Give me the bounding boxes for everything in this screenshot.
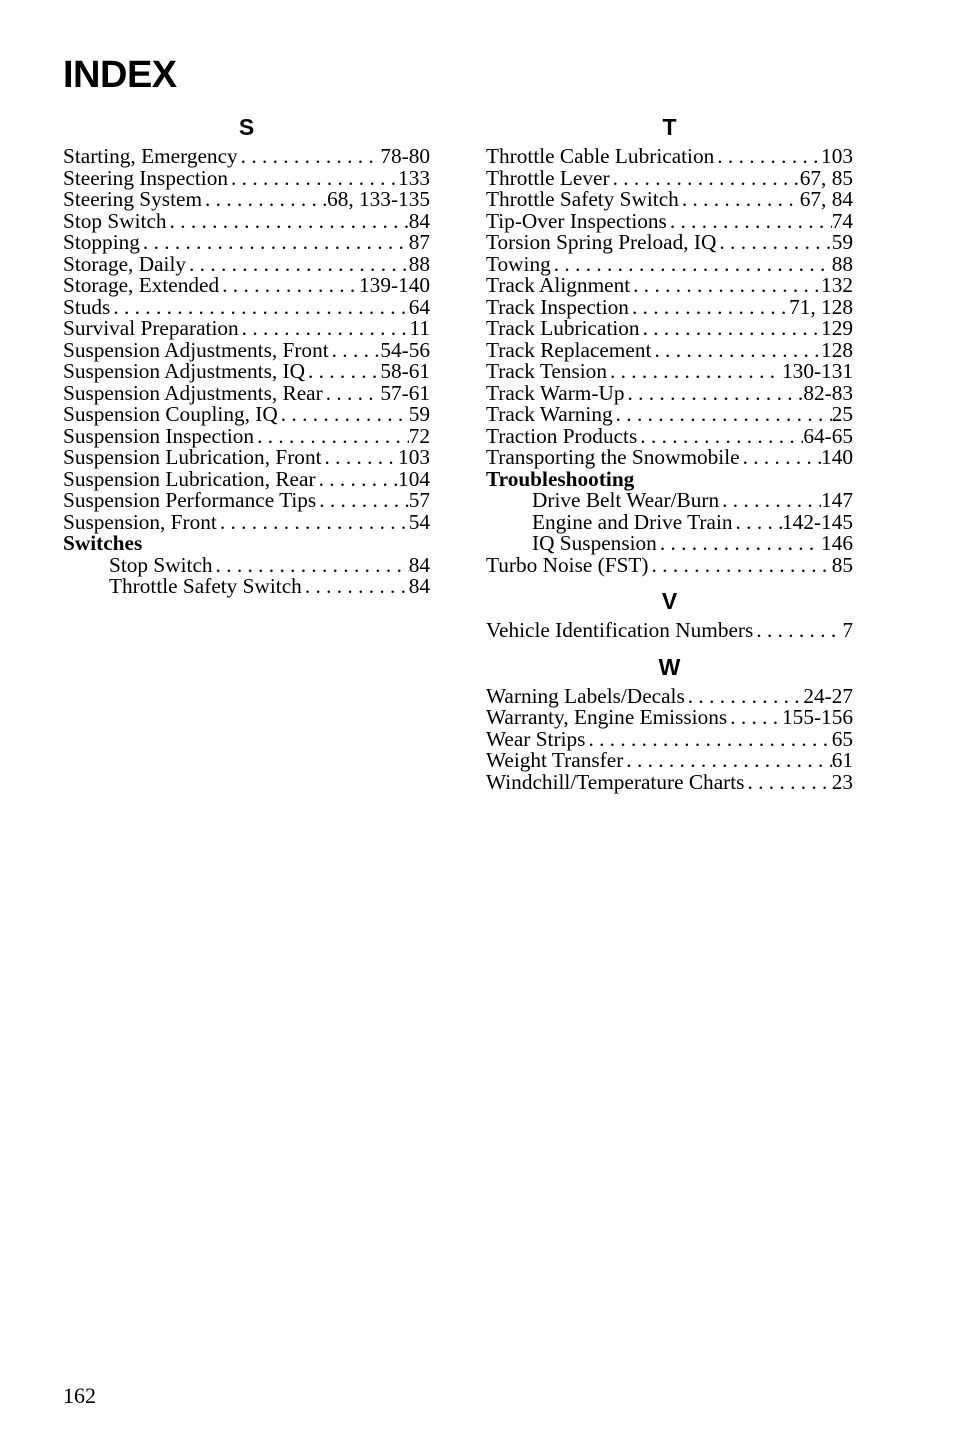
index-column-left bbox=[63, 112, 430, 598]
dot-leader bbox=[613, 404, 832, 426]
entry-pages: 54-56 bbox=[380, 337, 430, 362]
entry-label: Steering Inspection bbox=[63, 165, 229, 190]
entry-label: Throttle Safety Switch bbox=[486, 187, 679, 211]
dot-leader bbox=[585, 729, 831, 751]
entry-pages: 57-61 bbox=[380, 380, 430, 405]
entry-pages: 59 bbox=[831, 230, 853, 254]
dot-leader bbox=[551, 254, 832, 276]
entry-pages: 88 bbox=[831, 251, 853, 276]
index-entry bbox=[486, 750, 853, 772]
entry-pages: 103 bbox=[821, 144, 853, 168]
dot-leader bbox=[649, 555, 832, 577]
index-group-heading: Switches bbox=[63, 531, 143, 555]
dot-leader bbox=[685, 686, 804, 708]
entry-label: Suspension Performance Tips bbox=[63, 488, 317, 512]
entry-label: Throttle Safety Switch bbox=[109, 574, 302, 598]
index-entry bbox=[486, 275, 853, 297]
entry-pages: 78-80 bbox=[380, 144, 430, 168]
section-letter: W bbox=[658, 653, 681, 680]
entry-pages: 130-131 bbox=[782, 359, 853, 383]
entry-label: Throttle Cable Lubrication bbox=[486, 144, 715, 168]
index-entry bbox=[63, 189, 430, 211]
entry-label: Suspension Coupling, IQ bbox=[63, 402, 278, 426]
dot-leader bbox=[740, 447, 821, 469]
section-letter: S bbox=[238, 114, 255, 140]
index-entry bbox=[486, 232, 853, 254]
entry-pages: 139-140 bbox=[359, 273, 430, 297]
index-entry bbox=[63, 337, 430, 362]
index-entry bbox=[63, 361, 430, 383]
index-entry bbox=[63, 146, 430, 168]
entry-pages: 87 bbox=[408, 230, 430, 254]
index-entry bbox=[63, 509, 430, 534]
dot-leader bbox=[640, 318, 821, 340]
dot-leader bbox=[239, 318, 410, 340]
index-entry bbox=[486, 769, 853, 794]
index-entry bbox=[486, 380, 853, 405]
entry-label: IQ Suspension bbox=[532, 531, 657, 555]
entry-pages: 146 bbox=[821, 531, 853, 555]
page-number: 162 bbox=[63, 1383, 96, 1408]
dot-leader bbox=[753, 620, 842, 642]
index-entry bbox=[486, 189, 853, 211]
dot-leader bbox=[238, 146, 381, 168]
index-entry bbox=[63, 466, 430, 491]
index-entry bbox=[63, 251, 430, 276]
section-letter: T bbox=[662, 114, 677, 140]
index-subentry bbox=[486, 509, 853, 534]
entry-pages: 61 bbox=[831, 748, 853, 772]
dot-leader bbox=[651, 340, 821, 362]
index-section-w bbox=[486, 652, 853, 794]
dot-leader bbox=[630, 275, 821, 297]
entry-label: Turbo Noise (FST) bbox=[486, 552, 649, 577]
entry-pages: 155-156 bbox=[782, 705, 853, 729]
dot-leader bbox=[213, 555, 409, 577]
dot-leader bbox=[727, 707, 782, 729]
entry-label: Drive Belt Wear/Burn bbox=[532, 488, 720, 512]
dot-leader bbox=[322, 447, 399, 469]
index-entry bbox=[486, 361, 853, 383]
index-section-t bbox=[486, 112, 853, 576]
entry-label: Stop Switch bbox=[63, 208, 167, 233]
entry-label: Stop Switch bbox=[109, 552, 213, 577]
entry-pages: 54 bbox=[408, 509, 430, 534]
entry-label: Throttle Lever bbox=[486, 165, 610, 190]
entry-pages: 85 bbox=[831, 552, 853, 577]
dot-leader bbox=[679, 189, 800, 211]
entry-pages: 11 bbox=[409, 316, 430, 340]
index-entry bbox=[63, 404, 430, 426]
dot-leader bbox=[637, 426, 803, 448]
dot-leader bbox=[316, 469, 398, 491]
dot-leader bbox=[186, 254, 409, 276]
dot-leader bbox=[305, 361, 380, 383]
index-entry bbox=[63, 275, 430, 297]
dot-leader bbox=[744, 772, 831, 794]
entry-pages: 64-65 bbox=[803, 423, 853, 448]
dot-leader bbox=[228, 168, 398, 190]
entry-label: Warranty, Engine Emissions bbox=[486, 705, 728, 729]
index-entry bbox=[63, 318, 430, 340]
dot-leader bbox=[623, 750, 831, 772]
index-entry bbox=[486, 726, 853, 751]
entry-label: Transporting the Snowmobile bbox=[486, 445, 740, 469]
entry-label: Suspension Lubrication, Front bbox=[63, 445, 322, 469]
dot-leader bbox=[140, 232, 409, 254]
dot-leader bbox=[716, 232, 831, 254]
entry-pages: 147 bbox=[821, 488, 853, 512]
index-entry bbox=[486, 707, 853, 729]
entry-pages: 140 bbox=[821, 445, 853, 469]
dot-leader bbox=[167, 211, 409, 233]
entry-label: Storage, Daily bbox=[63, 251, 187, 276]
entry-label: Track Tension bbox=[486, 359, 607, 383]
entry-label: Track Lubrication bbox=[486, 316, 640, 340]
entry-label: Suspension, Front bbox=[63, 509, 217, 534]
entry-pages: 74 bbox=[831, 208, 853, 233]
entry-pages: 59 bbox=[408, 402, 430, 426]
entry-pages: 84 bbox=[408, 208, 430, 233]
entry-label: Tip-Over Inspections bbox=[486, 208, 667, 233]
index-entry bbox=[486, 404, 853, 426]
index-entry bbox=[486, 683, 853, 708]
index-entry bbox=[486, 447, 853, 469]
entry-label: Starting, Emergency bbox=[63, 144, 238, 168]
index-entry bbox=[63, 490, 430, 512]
entry-label: Steering System bbox=[63, 187, 203, 211]
entry-pages: 23 bbox=[831, 769, 853, 794]
entry-pages: 129 bbox=[821, 316, 853, 340]
index-subentry bbox=[486, 533, 853, 555]
entry-label: Suspension Inspection bbox=[63, 423, 255, 448]
entry-pages: 142-145 bbox=[782, 509, 853, 534]
entry-label: Track Inspection bbox=[486, 294, 629, 319]
index-entry bbox=[486, 318, 853, 340]
entry-label: Track Warm-Up bbox=[486, 380, 625, 405]
entry-pages: 65 bbox=[831, 726, 853, 751]
entry-label: Engine and Drive Train bbox=[532, 509, 733, 534]
entry-label: Suspension Lubrication, Rear bbox=[63, 466, 316, 491]
entry-pages: 84 bbox=[408, 574, 430, 598]
index-entry bbox=[486, 337, 853, 362]
index-entry bbox=[486, 208, 853, 233]
entry-label: Weight Transfer bbox=[486, 748, 624, 772]
index-entry bbox=[63, 165, 430, 190]
entry-pages: 58-61 bbox=[380, 359, 430, 383]
index-entry bbox=[63, 447, 430, 469]
dot-leader bbox=[657, 533, 821, 555]
index-entry bbox=[63, 380, 430, 405]
entry-pages: 84 bbox=[408, 552, 430, 577]
index-subentry bbox=[63, 576, 430, 598]
entry-label: Track Alignment bbox=[486, 273, 631, 297]
entry-pages: 104 bbox=[398, 466, 430, 491]
entry-pages: 68, 133-135 bbox=[327, 187, 430, 211]
entry-pages: 82-83 bbox=[803, 380, 853, 405]
entry-label: Windchill/Temperature Charts bbox=[486, 769, 745, 794]
dot-leader bbox=[323, 383, 381, 405]
dot-leader bbox=[714, 146, 821, 168]
entry-label: Suspension Adjustments, IQ bbox=[63, 359, 305, 383]
dot-leader bbox=[254, 426, 409, 448]
entry-label: Studs bbox=[63, 294, 111, 319]
index-entry bbox=[63, 294, 430, 319]
entry-label: Warning Labels/Decals bbox=[486, 683, 685, 708]
entry-label: Traction Products bbox=[486, 423, 638, 448]
entry-label: Survival Preparation bbox=[63, 316, 239, 340]
index-group-heading: Troubleshooting bbox=[486, 466, 635, 491]
index-subentry bbox=[63, 552, 430, 577]
index-entry bbox=[486, 552, 853, 577]
dot-leader bbox=[624, 383, 803, 405]
entry-pages: 7 bbox=[842, 618, 853, 642]
dot-leader bbox=[667, 211, 832, 233]
entry-pages: 72 bbox=[408, 423, 430, 448]
entry-pages: 57 bbox=[408, 488, 430, 512]
entry-pages: 88 bbox=[408, 251, 430, 276]
entry-pages: 64 bbox=[408, 294, 430, 319]
dot-leader bbox=[607, 361, 782, 383]
dot-leader bbox=[278, 404, 409, 426]
dot-leader bbox=[733, 512, 782, 534]
entry-label: Stopping bbox=[63, 230, 140, 254]
dot-leader bbox=[202, 189, 327, 211]
index-entry bbox=[63, 208, 430, 233]
dot-leader bbox=[302, 576, 409, 598]
entry-label: Vehicle Identification Numbers bbox=[486, 618, 754, 642]
entry-label: Suspension Adjustments, Front bbox=[63, 337, 329, 362]
entry-pages: 67, 84 bbox=[799, 187, 853, 211]
dot-leader bbox=[110, 297, 408, 319]
dot-leader bbox=[610, 168, 800, 190]
dot-leader bbox=[316, 490, 409, 512]
index-entry bbox=[63, 423, 430, 448]
index-entry bbox=[486, 294, 853, 319]
index-entry bbox=[486, 165, 853, 190]
entry-label: Track Warning bbox=[486, 402, 613, 426]
dot-leader bbox=[219, 275, 359, 297]
index-section-v bbox=[486, 586, 853, 642]
section-letter: V bbox=[661, 588, 678, 614]
entry-label: Towing bbox=[486, 251, 551, 276]
dot-leader bbox=[217, 512, 409, 534]
entry-pages: 71, 128 bbox=[789, 294, 853, 319]
entry-pages: 132 bbox=[821, 273, 853, 297]
index-entry bbox=[486, 146, 853, 168]
entry-pages: 128 bbox=[821, 337, 853, 362]
index-subentry bbox=[486, 490, 853, 512]
dot-leader bbox=[629, 297, 789, 319]
entry-pages: 133 bbox=[398, 165, 430, 190]
dot-leader bbox=[329, 340, 381, 362]
entry-pages: 103 bbox=[398, 445, 430, 469]
index-section-s bbox=[63, 112, 430, 598]
index-column-right bbox=[486, 112, 853, 793]
entry-label: Storage, Extended bbox=[63, 273, 220, 297]
entry-pages: 25 bbox=[831, 402, 853, 426]
entry-pages: 67, 85 bbox=[799, 165, 853, 190]
dot-leader bbox=[719, 490, 821, 512]
entry-pages: 24-27 bbox=[803, 683, 853, 708]
index-entry bbox=[63, 232, 430, 254]
index-entry bbox=[486, 423, 853, 448]
entry-label: Torsion Spring Preload, IQ bbox=[486, 230, 717, 254]
entry-label: Wear Strips bbox=[486, 726, 586, 751]
page-title: INDEX bbox=[63, 54, 177, 96]
index-entry bbox=[486, 620, 853, 642]
entry-label: Track Replacement bbox=[486, 337, 652, 362]
index-entry bbox=[486, 251, 853, 276]
entry-label: Suspension Adjustments, Rear bbox=[63, 380, 323, 405]
